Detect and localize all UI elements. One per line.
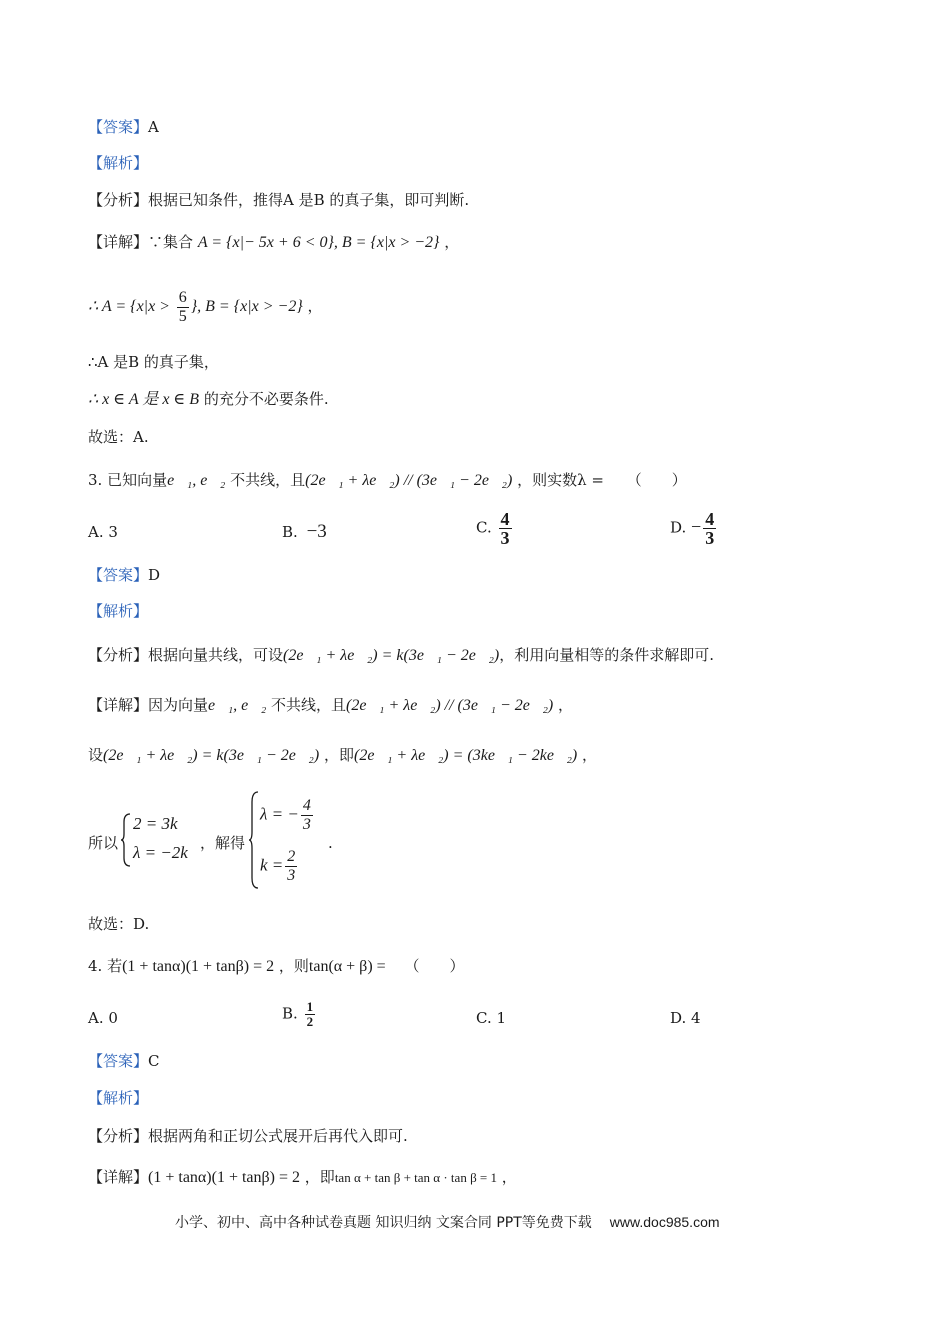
- q4-option-a: [88, 1008, 118, 1028]
- frac-num: 1: [306, 999, 314, 1014]
- set-mid: ，即: [323, 746, 354, 764]
- detail-label: 【详解】: [88, 233, 149, 251]
- q2-step2-line: [88, 352, 219, 372]
- detail-prefix: ∵集合: [148, 233, 194, 251]
- q4-stem-mid: ，则: [278, 957, 309, 975]
- sys-mid-text: ，解得: [200, 834, 246, 852]
- q2-detail-line: [88, 232, 459, 253]
- q3-sys-mid: [200, 833, 245, 853]
- frac-den: 3: [500, 528, 510, 548]
- footer-url[interactable]: www.doc985.com: [609, 1214, 720, 1230]
- q4-stem-prefix: 4. 若: [88, 957, 123, 975]
- frac-num: 2: [287, 848, 296, 865]
- answer-label: 【答案】: [88, 566, 149, 584]
- option-sign: −: [691, 516, 702, 537]
- q3-stem-mid: 不共线，且: [230, 471, 306, 489]
- q4-stem-expr: (1 + tanα)(1 + tanβ) = 2: [122, 958, 275, 975]
- q3-conclusion: [88, 914, 149, 934]
- q4-option-c: [476, 1008, 506, 1028]
- option-label: A. 0: [88, 1009, 118, 1027]
- q2-fenxi-line: [88, 190, 469, 210]
- option-label: C. 1: [476, 1009, 507, 1027]
- q4-stem-blank: （ ）: [404, 957, 465, 975]
- set-a-expr: A = {x|− 5x + 6 < 0}: [197, 234, 334, 251]
- sol-k-text: k =: [260, 855, 284, 875]
- answer-value: C: [148, 1052, 160, 1070]
- fraction-2-3: [285, 848, 297, 885]
- fraction-4-3: [301, 797, 313, 834]
- option-label: D.: [670, 518, 687, 537]
- fenxi-text: 根据已知条件，推得A 是B 的真子集，即可判断.: [148, 191, 470, 209]
- set-expr1: (2e⃗₁ + λe⃗₂) = k(3e⃗₁ − 2e⃗₂): [103, 747, 320, 764]
- sol-lambda: [260, 797, 315, 834]
- left-brace-icon: [248, 790, 260, 890]
- set-prefix: 设: [88, 746, 104, 764]
- step1-prefix: ∴ A =: [88, 298, 131, 315]
- step3-prefix: ∴ x ∈ A 是 x ∈ B: [88, 391, 200, 408]
- q3-stem-vecs: e⃗₁, e⃗₂: [167, 472, 226, 489]
- q3-sys-prefix: [88, 833, 118, 853]
- fraction-6-5: [177, 289, 189, 326]
- sys-end-text: .: [328, 834, 333, 852]
- q3-sys-end: [328, 833, 333, 853]
- detail-end: ，: [444, 233, 460, 251]
- left-brace-icon: [120, 812, 132, 868]
- detail-mid: ，即: [304, 1168, 335, 1186]
- q2-analysis-label: [88, 153, 148, 173]
- detail-expr2: tan α + tan β + tan α · tan β = 1: [334, 1170, 498, 1185]
- sys-eq2: λ = −2k: [133, 843, 188, 862]
- answer-value: A: [148, 118, 159, 136]
- detail-prefix: 因为向量: [148, 696, 209, 714]
- q3-stem-expr: (2e⃗₁ + λe⃗₂) // (3e⃗₁ − 2e⃗₂): [305, 472, 513, 489]
- sys-eq1: 2 = 3k: [133, 814, 178, 833]
- q3-detail-line: [88, 695, 573, 716]
- step1-a-right: }: [190, 298, 198, 315]
- q2-step1-line: [88, 286, 323, 327]
- frac-den: 3: [705, 528, 715, 548]
- fenxi-prefix: 根据向量共线，可设: [148, 646, 284, 664]
- answer-label: 【答案】: [88, 1052, 149, 1070]
- option-label: D. 4: [670, 1009, 701, 1027]
- sys-prefix-text: 所以: [88, 834, 119, 852]
- q3-analysis-label: [88, 601, 148, 621]
- frac-num: 6: [178, 288, 187, 306]
- frac-den: 5: [178, 307, 187, 325]
- detail-mid: 不共线，且: [271, 696, 347, 714]
- detail-label: 【详解】: [88, 696, 149, 714]
- sol-k: [260, 848, 299, 885]
- q3-option-a: [88, 522, 118, 542]
- sol-lambda-text: λ = −: [260, 804, 299, 824]
- q2-step3-line: [88, 389, 329, 410]
- q3-stem: [88, 470, 687, 491]
- q4-option-b: [282, 1000, 317, 1029]
- fenxi-expr: (2e⃗₁ + λe⃗₂) = k(3e⃗₁ − 2e⃗₂): [283, 647, 500, 664]
- answer-value: D: [148, 566, 161, 584]
- answer-label: 【答案】: [88, 118, 149, 136]
- frac-den: 3: [302, 816, 311, 833]
- analysis-label: 【解析】: [88, 154, 149, 172]
- option-label: B.: [282, 523, 298, 541]
- q3-stem-blank: （ ）: [626, 471, 687, 489]
- frac-num: 4: [500, 509, 510, 529]
- frac-num: 4: [302, 797, 311, 814]
- conclusion-text: 故选：A.: [88, 428, 149, 446]
- q4-analysis-label: [88, 1088, 148, 1108]
- detail-end: ，: [501, 1168, 517, 1186]
- fraction-4-3: [499, 510, 512, 547]
- detail-expr: (1 + tanα)(1 + tanβ) = 2: [148, 1169, 301, 1186]
- q3-stem-suffix: ，则实数λ =: [517, 471, 604, 489]
- detail-vecs: e⃗₁, e⃗₂: [208, 697, 267, 714]
- set-b-expr: , B = {x|x > −2}: [333, 234, 440, 251]
- step1-b: , B = {x|x > −2}: [197, 298, 303, 315]
- detail-end: ，: [558, 696, 574, 714]
- fenxi-text: 根据两角和正切公式展开后再代入即可.: [148, 1127, 408, 1145]
- footer-watermark: [175, 1212, 720, 1232]
- q2-conclusion: [88, 427, 149, 447]
- q3-set-line: [88, 745, 597, 766]
- q4-stem-expr2: tan(α + β) =: [308, 958, 386, 975]
- q3-stem-prefix: 3. 已知向量: [88, 471, 168, 489]
- q3-answer-line: [88, 565, 160, 585]
- q4-option-d: [670, 1008, 701, 1028]
- q4-fenxi-line: [88, 1126, 408, 1146]
- step3-suffix: 的充分不必要条件.: [203, 390, 329, 408]
- option-label: A. 3: [88, 523, 118, 541]
- set-end: ，: [582, 746, 598, 764]
- analysis-label: 【解析】: [88, 602, 149, 620]
- step1-a-left: {x|x >: [130, 298, 170, 315]
- q3-option-d: [670, 510, 718, 547]
- detail-expr: (2e⃗₁ + λe⃗₂) // (3e⃗₁ − 2e⃗₂): [346, 697, 554, 714]
- fenxi-suffix: ，利用向量相等的条件求解即可.: [499, 646, 714, 664]
- q3-option-c: [476, 510, 514, 547]
- step2-text: ∴A 是B 的真子集，: [88, 353, 219, 371]
- fenxi-label: 【分析】: [88, 646, 149, 664]
- fraction-4-3: [703, 510, 716, 547]
- analysis-label: 【解析】: [88, 1089, 149, 1107]
- step1-end: ，: [307, 297, 323, 315]
- set-expr2: (2e⃗₁ + λe⃗₂) = (3ke⃗₁ − 2ke⃗₂): [353, 747, 578, 764]
- footer-text: 小学、初中、高中各种试卷真题 知识归纳 文案合同 PPT等免费下载: [175, 1215, 592, 1231]
- frac-num: 4: [705, 509, 715, 529]
- option-value: −3: [306, 521, 327, 542]
- frac-den: 3: [287, 867, 296, 884]
- fenxi-label: 【分析】: [88, 191, 149, 209]
- conclusion-text: 故选：D.: [88, 915, 150, 933]
- q4-detail-line: [88, 1167, 517, 1188]
- q3-option-b: [282, 522, 327, 542]
- fraction-1-2: [305, 1000, 316, 1029]
- detail-label: 【详解】: [88, 1168, 149, 1186]
- option-label: B.: [282, 1004, 298, 1023]
- option-label: C.: [476, 518, 492, 537]
- frac-den: 2: [306, 1014, 314, 1029]
- q4-stem: [88, 956, 464, 977]
- fenxi-label: 【分析】: [88, 1127, 149, 1145]
- q3-fenxi-line: [88, 645, 714, 666]
- q4-answer-line: [88, 1051, 160, 1071]
- q2-answer-line: [88, 117, 159, 137]
